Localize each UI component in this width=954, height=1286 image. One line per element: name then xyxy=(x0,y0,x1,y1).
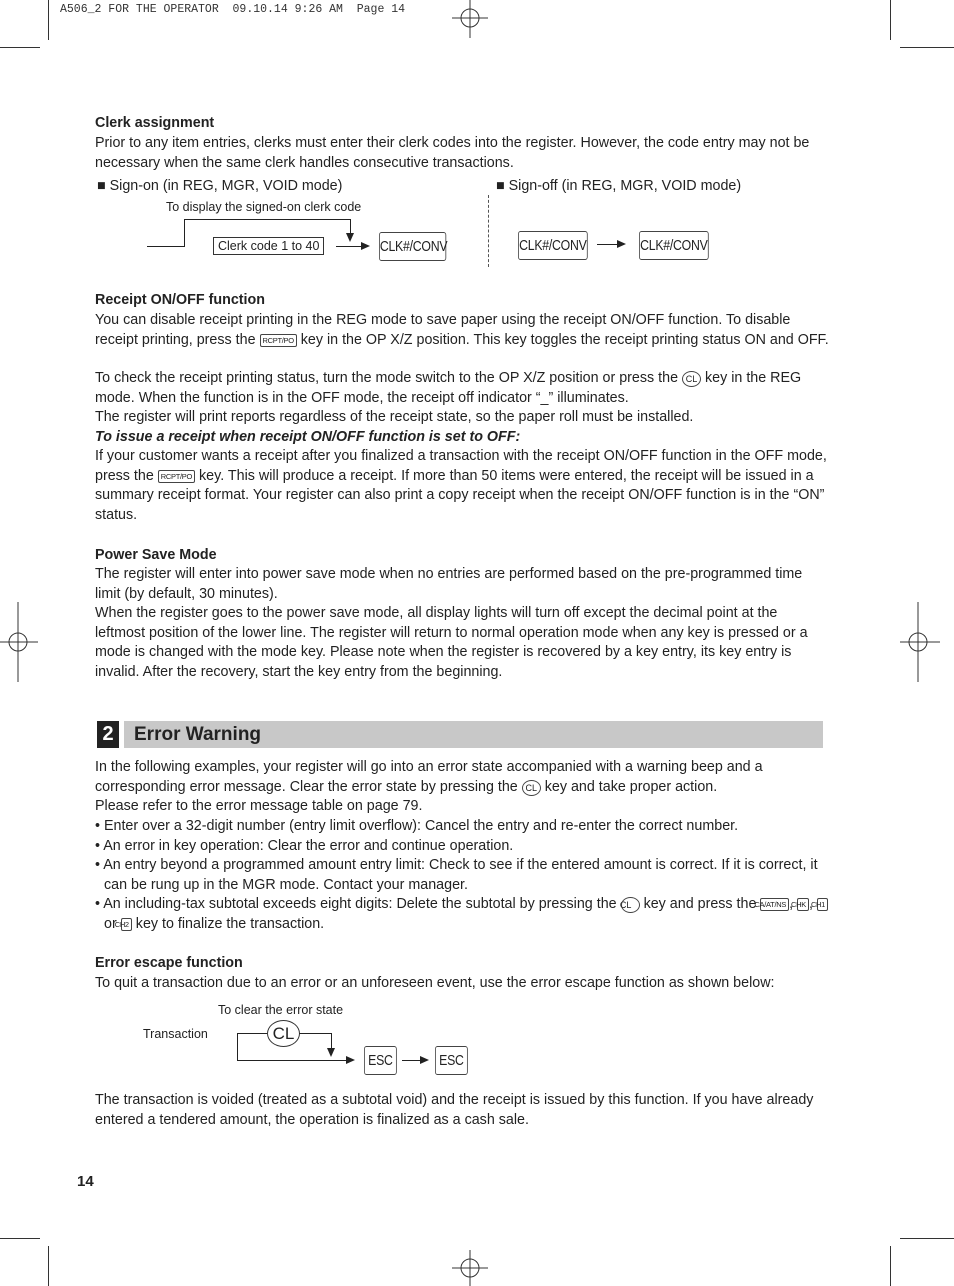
signoff-label: ■ Sign-off (in REG, MGR, VOID mode) xyxy=(496,178,742,194)
error-intro-text: In the following examples, your register will go into an error state accompanied with a warning beep and a corresponding error message. Clear the error state by pressing the xyxy=(95,759,763,795)
error-intro-text: key and take proper action. xyxy=(544,778,718,795)
error-ref: Please refer to the error message table on page 79. xyxy=(95,798,423,814)
cl-key: CL xyxy=(682,371,701,387)
arrow-down-icon xyxy=(327,1048,335,1057)
power-p1: The register will enter into power save mode when no entries are performed based on the pre-programmed time limit (by default, 30 minutes). xyxy=(95,566,803,602)
receipt-p2 xyxy=(95,369,830,408)
flow-line xyxy=(331,1033,332,1048)
error-bullet-4-text: or xyxy=(104,915,117,932)
escape-footer: The transaction is voided (treated as a subtotal void) and the receipt is issued by this function. If you have already entered a tendered amount, the operation is finalized as a cash sale. xyxy=(95,1092,814,1128)
crop-mark xyxy=(900,1238,954,1239)
ca-at-ns-key: CA/AT/NS xyxy=(760,898,789,911)
crop-mark xyxy=(48,0,49,40)
receipt-p2-text: To check the receipt printing status, turn the mode switch to the OP X/Z position or press the xyxy=(95,370,679,386)
crop-mark xyxy=(890,1246,891,1286)
power-heading: Power Save Mode xyxy=(95,547,217,563)
error-bullet-4-text: , xyxy=(808,896,813,912)
arrow-right-icon xyxy=(617,240,626,248)
flow-line xyxy=(336,246,361,247)
section-title: Error Warning xyxy=(134,724,262,745)
flow-line xyxy=(184,219,185,247)
error-intro xyxy=(95,758,830,797)
chk-key: CHK xyxy=(797,898,809,911)
receipt-p2-text: key in the REG mode. When the function is in the OFF mode, the receipt off indicator “_” illuminates. xyxy=(95,370,802,406)
receipt-p4 xyxy=(95,447,830,525)
escape-body: To quit a transaction due to an error or an unforeseen event, use the error escape function as shown below: xyxy=(95,975,775,991)
error-bullet-2: • An error in key operation: Clear the error and continue operation. xyxy=(95,838,514,854)
arrow-right-icon xyxy=(346,1056,355,1064)
crop-mark xyxy=(0,47,40,48)
clerk-body: Prior to any item entries, clerks must enter their clerk codes into the register. However, the code entry may not be necessary when the same clerk handles consecutive transactions. xyxy=(95,135,810,171)
crop-mark xyxy=(0,1238,40,1239)
power-p2: When the register goes to the power save mode, all display lights will turn off except the decimal point at the leftmost position of the lower line. The register will return to normal operation mode when any key is pressed or a mode is changed with the mode key. Please note when the register is recovered by a key entry, its key entry is invalid. After the recovery, start the key entry from the beginning. xyxy=(95,605,808,680)
crop-mark xyxy=(48,1246,49,1286)
escape-heading: Error escape function xyxy=(95,955,243,971)
error-bullet-4-text: key and press the xyxy=(643,896,757,912)
receipt-p1-text: key in the OP X/Z position. This key toggles the receipt printing status ON and OFF. xyxy=(300,331,829,348)
flow-line xyxy=(184,219,350,220)
flow-line xyxy=(237,1033,238,1060)
clk-conv-key: CLK#/CONV xyxy=(379,232,446,261)
registration-mark xyxy=(0,602,40,682)
receipt-p4-text: key. This will produce a receipt. If more than 50 items were entered, the receipt will be issued in a summary receipt format. Your register can also print a copy receipt when the receipt ON/OFF function is in the “ON” status. xyxy=(95,467,825,523)
arrow-right-icon xyxy=(420,1056,429,1064)
section-number: 2 xyxy=(97,721,119,748)
registration-mark xyxy=(450,1248,490,1286)
arrow-down-icon xyxy=(346,233,354,242)
flow-line xyxy=(597,244,617,245)
error-bullet-4-text: , xyxy=(789,896,794,912)
clerk-code-box: Clerk code 1 to 40 xyxy=(213,237,324,255)
arrow-right-icon xyxy=(361,242,370,250)
error-bullet-3: • An entry beyond a programmed amount entry limit: Check to see if the entered amount is correct. If it is correct, it can be rung up in the MGR mode. Contact your manager. xyxy=(95,857,818,893)
registration-mark xyxy=(450,0,490,40)
error-bullet-4-text: key to finalize the transaction. xyxy=(135,915,325,932)
error-bullet-4 xyxy=(95,895,830,934)
esc-key: ESC xyxy=(364,1046,397,1075)
flow-line xyxy=(237,1060,346,1061)
cl-key: CL xyxy=(621,897,640,913)
receipt-p1 xyxy=(95,311,830,350)
signon-label: ■ Sign-on (in REG, MGR, VOID mode) xyxy=(97,178,343,194)
error-bullet-1: • Enter over a 32-digit number (entry limit overflow): Cancel the entry and re-enter the correct number. xyxy=(95,818,739,834)
error-bullet-4-text: • An including-tax subtotal exceeds eight digits: Delete the subtotal by pressing the xyxy=(95,896,617,912)
crop-mark xyxy=(890,0,891,40)
clear-note: To clear the error state xyxy=(218,1003,344,1017)
flow-line xyxy=(237,1033,267,1034)
clk-conv-key: CLK#/CONV xyxy=(518,231,588,260)
ch2-key: CH2 xyxy=(121,918,132,931)
rcpt-po-key: RCPT/PO xyxy=(260,334,297,347)
rcpt-po-key: RCPT/PO xyxy=(158,470,195,483)
clk-conv-key: CLK#/CONV xyxy=(639,231,709,260)
receipt-heading: Receipt ON/OFF function xyxy=(95,292,265,308)
flow-line xyxy=(299,1033,331,1034)
print-header: A506_2 FOR THE OPERATOR 09.10.14 9:26 AM Page 14 xyxy=(60,3,406,16)
display-note: To display the signed-on clerk code xyxy=(166,200,362,214)
diagram-divider xyxy=(488,195,489,267)
flow-line xyxy=(402,1060,420,1061)
receipt-p1-text: You can disable receipt printing in the REG mode to save paper using the receipt ON/OFF function. To disable receipt printing, press the xyxy=(95,312,791,348)
registration-mark xyxy=(900,602,954,682)
flow-line xyxy=(350,219,351,233)
flow-line xyxy=(147,246,184,247)
ch1-key: CH1 xyxy=(817,898,828,911)
clerk-heading: Clerk assignment xyxy=(95,115,215,131)
page-number: 14 xyxy=(77,1173,94,1190)
receipt-p4-text: If your customer wants a receipt after you finalized a transaction with the receipt ON/OFF function in the OFF mode, press the xyxy=(95,448,827,484)
crop-mark xyxy=(900,47,954,48)
transaction-label: Transaction xyxy=(143,1027,208,1041)
cl-key: CL xyxy=(267,1020,300,1047)
cl-key: CL xyxy=(522,780,541,796)
receipt-p3: The register will print reports regardless of the receipt state, so the paper roll must be installed. xyxy=(95,409,694,425)
receipt-subheading: To issue a receipt when receipt ON/OFF function is set to OFF: xyxy=(95,429,521,445)
esc-key: ESC xyxy=(435,1046,468,1075)
